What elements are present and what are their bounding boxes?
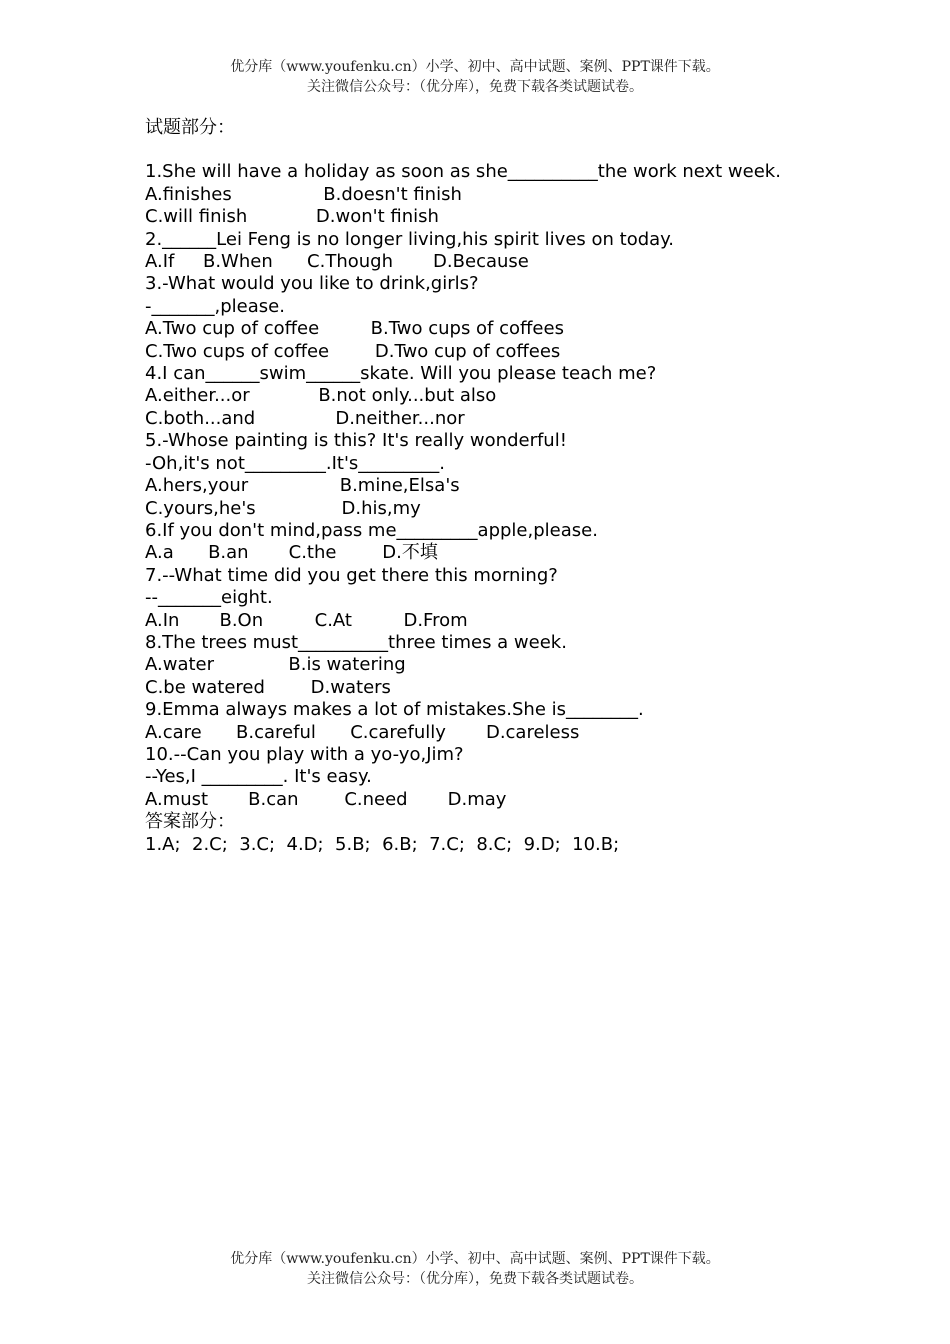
question-item [145,520,785,565]
answer-options: A.finishes B.doesn't finish [145,183,462,205]
question-item [145,632,785,699]
answer-options: A.hers,your B.mine,Elsa's [145,475,460,497]
question-stem: 4.I can______swim______skate. Will you please teach me? [145,363,657,385]
answer-options: A.If B.When C.Though D.Because [145,251,529,273]
answer-options: A.a B.an C.the D.不填 [145,542,438,564]
question-stem: 7.--What time did you get there this morning? [145,564,558,586]
answer-key: 1.A; 2.C; 3.C; 4.D; 5.B; 6.B; 7.C; 8.C; 9.D; 10.B; [145,833,620,855]
question-stem: --_______eight. [145,587,273,609]
question-item [145,744,785,811]
page-footer [0,1249,950,1289]
question-item [145,229,785,274]
footer-line-1: 优分库（www.youfenku.cn）小学、初中、高中试题、案例、PPT课件下载。 [230,1251,720,1267]
answer-options: A.Two cup of coffee B.Two cups of coffees [145,318,564,340]
question-stem: 10.--Can you play with a yo-yo,Jim? [145,743,464,765]
answer-options: C.will finish D.won't finish [145,206,439,228]
answer-title: 答案部分： [145,811,235,833]
answer-options: C.Two cups of coffee D.Two cup of coffees [145,340,561,362]
question-list [145,161,785,811]
header-line-1: 优分库（www.youfenku.cn）小学、初中、高中试题、案例、PPT课件下载。 [230,59,720,75]
answer-options: A.must B.can C.need D.may [145,788,507,810]
question-stem: 8.The trees must__________three times a week. [145,631,567,653]
question-stem: -Oh,it's not_________.It's_________. [145,452,446,474]
question-stem: 9.Emma always makes a lot of mistakes.She is________. [145,699,644,721]
question-item [145,565,785,632]
header-line-2: 关注微信公众号：（优分库），免费下载各类试题试卷。 [307,79,643,95]
answer-options: A.In B.On C.At D.From [145,609,468,631]
page-header [0,57,950,97]
question-stem: --Yes,I _________. It's easy. [145,766,372,788]
question-stem: 5.-Whose painting is this? It's really wonderful! [145,430,567,452]
answer-options: C.be watered D.waters [145,676,391,698]
answer-options: A.either...or B.not only...but also [145,385,497,407]
blank-line [145,139,785,161]
question-item [145,363,785,430]
question-item [145,699,785,744]
question-stem: -_______,please. [145,295,285,317]
answer-options: C.yours,he's D.his,my [145,497,421,519]
answer-options: A.water B.is watering [145,654,406,676]
answer-options: C.both...and D.neither...nor [145,407,465,429]
question-stem: 3.-What would you like to drink,girls? [145,273,479,295]
footer-line-2: 关注微信公众号：（优分库），免费下载各类试题试卷。 [307,1271,643,1287]
question-item [145,273,785,363]
section-title: 试题部分： [145,117,235,138]
question-item [145,430,785,520]
question-item [145,161,785,228]
question-stem: 6.If you don't mind,pass me_________apple,please. [145,519,598,541]
question-stem: 1.She will have a holiday as soon as she__________the work next week. [145,161,781,183]
answer-options: A.care B.careful C.carefully D.careless [145,721,580,743]
question-stem: 2.______Lei Feng is no longer living,his spirit lives on today. [145,228,674,250]
document-body [145,117,785,856]
